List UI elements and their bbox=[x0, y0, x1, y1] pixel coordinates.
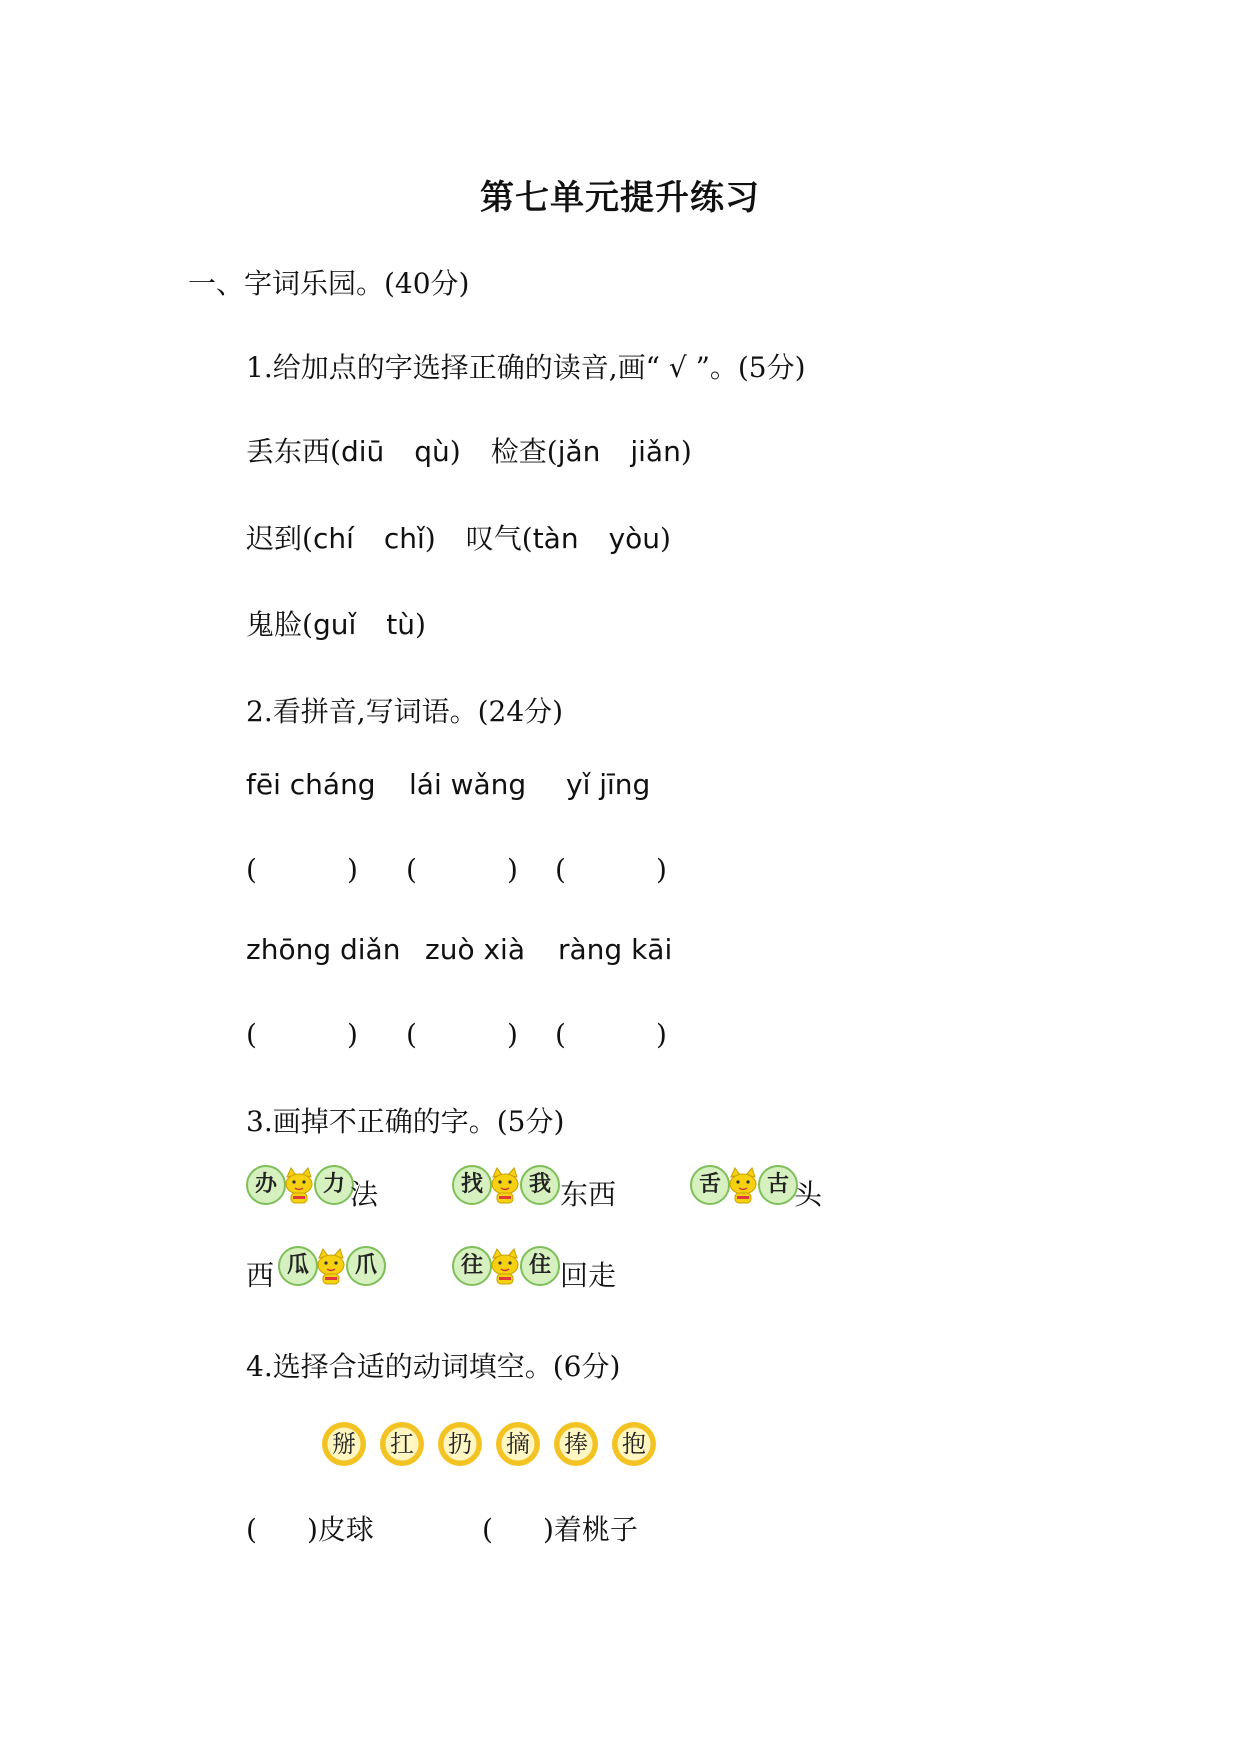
verb-option[interactable] bbox=[496, 1422, 540, 1466]
question-3-heading: 3.画掉不正确的字。(5分) bbox=[246, 1105, 565, 1138]
pinyin-prompt: zhōng diǎn bbox=[246, 933, 401, 966]
q1-row-1: 丢东西(diū qù) 检查(jǎn jiǎn) bbox=[246, 435, 692, 468]
q1-word: 叹气 bbox=[465, 522, 522, 555]
q1-word: 检查 bbox=[490, 435, 547, 468]
choice-char[interactable]: 找 bbox=[452, 1165, 492, 1205]
answer-blank[interactable]: ( ) bbox=[246, 1513, 318, 1546]
verb-char: 抱 bbox=[622, 1430, 646, 1458]
choice-char[interactable]: 住 bbox=[520, 1246, 560, 1286]
word-tail: 头 bbox=[794, 1178, 823, 1211]
verb-char: 掰 bbox=[332, 1430, 356, 1458]
q1-word: 迟到 bbox=[246, 522, 303, 555]
choice-pair bbox=[690, 1165, 850, 1209]
pinyin-option[interactable]: chǐ bbox=[383, 522, 425, 555]
cat-icon bbox=[314, 1248, 348, 1286]
blank-object: 皮球 bbox=[317, 1513, 374, 1546]
pinyin-option[interactable]: qù bbox=[414, 435, 450, 468]
pinyin-option[interactable]: jǎn bbox=[557, 435, 601, 468]
verb-char: 摘 bbox=[506, 1430, 530, 1458]
question-2-heading: 2.看拼音,写词语。(24分) bbox=[246, 695, 564, 728]
choice-char[interactable]: 舌 bbox=[690, 1165, 730, 1205]
pinyin-option[interactable]: guǐ bbox=[312, 608, 357, 641]
answer-blank[interactable]: ( ) bbox=[482, 1513, 554, 1546]
answer-blank[interactable]: ( ) bbox=[406, 853, 518, 886]
q1-row-2: 迟到(chí chǐ) 叹气(tàn yòu) bbox=[246, 522, 671, 555]
answer-blank[interactable]: ( ) bbox=[246, 853, 358, 886]
cat-icon bbox=[488, 1167, 522, 1205]
answer-blank[interactable]: ( ) bbox=[246, 1018, 358, 1051]
q1-word: 鬼脸 bbox=[246, 608, 303, 641]
pinyin-prompt: yǐ jīng bbox=[566, 768, 651, 801]
pinyin-option[interactable]: diū bbox=[340, 435, 385, 468]
verb-char: 扛 bbox=[390, 1430, 414, 1458]
pinyin-option[interactable]: chí bbox=[312, 522, 354, 555]
question-4-heading: 4.选择合适的动词填空。(6分) bbox=[246, 1350, 621, 1383]
cat-icon bbox=[282, 1167, 316, 1205]
verb-option[interactable] bbox=[612, 1422, 656, 1466]
fill-blank-item bbox=[482, 1508, 638, 1548]
blank-object: 着桃子 bbox=[553, 1513, 638, 1546]
choice-pair bbox=[452, 1165, 632, 1209]
verb-option[interactable] bbox=[380, 1422, 424, 1466]
cat-icon bbox=[726, 1167, 760, 1205]
word-tail: 回走 bbox=[560, 1259, 617, 1292]
choice-pair bbox=[452, 1246, 632, 1290]
pinyin-prompt: ràng kāi bbox=[558, 933, 673, 966]
pinyin-prompt: zuò xià bbox=[425, 933, 525, 966]
word-tail: 东西 bbox=[560, 1178, 617, 1211]
choice-char[interactable]: 力 bbox=[314, 1165, 354, 1205]
choice-char[interactable]: 瓜 bbox=[278, 1246, 318, 1286]
answer-blank[interactable]: ( ) bbox=[555, 1018, 667, 1051]
page-title: 第七单元提升练习 bbox=[480, 178, 760, 218]
pinyin-option[interactable]: jiǎn bbox=[630, 435, 681, 468]
pinyin-prompt: fēi cháng bbox=[246, 768, 376, 801]
word-head: 西 bbox=[246, 1259, 275, 1292]
section-heading: 一、字词乐园。(40分) bbox=[188, 267, 470, 300]
fill-blank-item bbox=[246, 1508, 374, 1548]
choice-char[interactable]: 往 bbox=[452, 1246, 492, 1286]
pinyin-option[interactable]: tù bbox=[386, 608, 415, 641]
cat-icon bbox=[488, 1248, 522, 1286]
choice-char[interactable]: 古 bbox=[758, 1165, 798, 1205]
verb-option[interactable] bbox=[554, 1422, 598, 1466]
pinyin-option[interactable]: tàn bbox=[532, 522, 579, 555]
answer-blank[interactable]: ( ) bbox=[555, 853, 667, 886]
choice-pair bbox=[246, 1165, 396, 1209]
pinyin-option[interactable]: yòu bbox=[608, 522, 661, 555]
word-tail: 法 bbox=[350, 1178, 379, 1211]
q1-word: 丢东西 bbox=[246, 435, 331, 468]
q1-row-3: 鬼脸(guǐ tù) bbox=[246, 608, 426, 641]
verb-option[interactable] bbox=[322, 1422, 366, 1466]
verb-char: 捧 bbox=[564, 1430, 588, 1458]
question-1-heading: 1.给加点的字选择正确的读音,画“ √ ”。(5分) bbox=[246, 351, 806, 384]
answer-blank[interactable]: ( ) bbox=[406, 1018, 518, 1051]
choice-pair bbox=[278, 1246, 408, 1290]
choice-char[interactable]: 爪 bbox=[346, 1246, 386, 1286]
verb-char: 扔 bbox=[448, 1430, 472, 1458]
pinyin-prompt: lái wǎng bbox=[409, 768, 527, 801]
choice-char[interactable]: 办 bbox=[246, 1165, 286, 1205]
choice-char[interactable]: 我 bbox=[520, 1165, 560, 1205]
verb-option[interactable] bbox=[438, 1422, 482, 1466]
